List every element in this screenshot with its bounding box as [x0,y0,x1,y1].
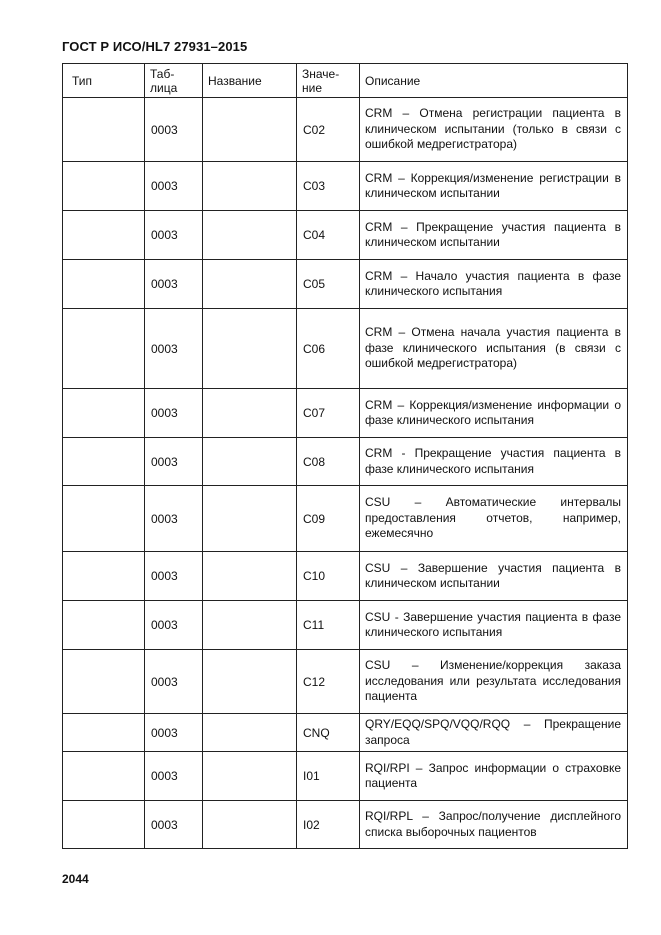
type-cell [63,486,145,552]
value-cell: CNQ [297,714,360,752]
description-cell: CSU – Изменение/коррекция заказа исследования или результата исследования пациента [360,650,628,714]
description-cell: CSU – Автоматические интервалы предоставления отчетов, например, ежемесячно [360,486,628,552]
table-cell: 0003 [145,486,203,552]
description-cell: QRY/EQQ/SPQ/VQQ/RQQ – Прекращение запроса [360,714,628,752]
table-cell: 0003 [145,389,203,438]
description-cell: CRM – Коррекция/изменение регистрации в клиническом испытании [360,162,628,211]
table-header-row [63,64,628,98]
table-row [63,162,628,211]
type-cell [63,162,145,211]
description-cell: CRM – Начало участия пациента в фазе клинического испытания [360,260,628,309]
column-header-description: Описание [360,64,628,98]
table-cell: 0003 [145,801,203,849]
table-row [63,486,628,552]
table-cell: 0003 [145,601,203,650]
type-cell [63,714,145,752]
type-cell [63,438,145,486]
document-title: ГОСТ Р ИСО/HL7 27931–2015 [62,39,248,54]
table-row [63,389,628,438]
name-cell [203,650,297,714]
table-cell: 0003 [145,309,203,389]
name-cell [203,98,297,162]
table-row [63,801,628,849]
table-row [63,98,628,162]
name-cell [203,601,297,650]
table-cell: 0003 [145,438,203,486]
value-cell: C05 [297,260,360,309]
value-cell: C06 [297,309,360,389]
type-cell [63,552,145,601]
table-cell: 0003 [145,650,203,714]
name-cell [203,752,297,801]
column-header-table: Таб- лица [145,64,203,98]
table-cell: 0003 [145,752,203,801]
value-cell: C02 [297,98,360,162]
name-cell [203,714,297,752]
name-cell [203,801,297,849]
type-cell [63,211,145,260]
type-cell [63,98,145,162]
table-row [63,752,628,801]
value-cell: C11 [297,601,360,650]
name-cell [203,486,297,552]
name-cell [203,438,297,486]
type-cell [63,389,145,438]
description-cell: CSU - Завершение участия пациента в фазе клинического испытания [360,601,628,650]
value-cell: C07 [297,389,360,438]
table-row [63,714,628,752]
value-cell: C04 [297,211,360,260]
name-cell [203,211,297,260]
type-cell [63,752,145,801]
value-cell: I02 [297,801,360,849]
value-cell: C03 [297,162,360,211]
column-header-type: Тип [63,64,145,98]
page-number: 2044 [62,872,89,886]
table-cell: 0003 [145,98,203,162]
description-cell: CRM - Прекращение участия пациента в фазе клинического испытания [360,438,628,486]
table-row [63,260,628,309]
description-cell: RQI/RPI – Запрос информации о страховке пациента [360,752,628,801]
name-cell [203,552,297,601]
description-cell: CRM – Прекращение участия пациента в клиническом испытании [360,211,628,260]
description-cell: RQI/RPL – Запрос/получение дисплейного списка выборочных пациентов [360,801,628,849]
value-cell: C10 [297,552,360,601]
name-cell [203,309,297,389]
table-row [63,601,628,650]
value-cell: C12 [297,650,360,714]
table-row [63,438,628,486]
table-cell: 0003 [145,260,203,309]
table-body [63,98,628,849]
table-cell: 0003 [145,162,203,211]
type-cell [63,801,145,849]
type-cell [63,650,145,714]
table-row [63,211,628,260]
description-cell: CRM – Отмена регистрации пациента в клиническом испытании (только в связи с ошибкой медрегистратора) [360,98,628,162]
value-cell: C08 [297,438,360,486]
description-cell: CRM – Коррекция/изменение информации о фазе клинического испытания [360,389,628,438]
type-cell [63,260,145,309]
table-cell: 0003 [145,714,203,752]
column-header-name: Название [203,64,297,98]
type-cell [63,601,145,650]
name-cell [203,389,297,438]
name-cell [203,162,297,211]
description-cell: CSU – Завершение участия пациента в клиническом испытании [360,552,628,601]
value-cell: I01 [297,752,360,801]
column-header-value: Значе- ние [297,64,360,98]
table-cell: 0003 [145,211,203,260]
type-cell [63,309,145,389]
table-row [63,552,628,601]
description-cell: CRM – Отмена начала участия пациента в фазе клинического испытания (в связи с ошибкой медрегистратора) [360,309,628,389]
codes-table [62,63,628,849]
name-cell [203,260,297,309]
table-cell: 0003 [145,552,203,601]
table-row [63,309,628,389]
table-row [63,650,628,714]
value-cell: C09 [297,486,360,552]
